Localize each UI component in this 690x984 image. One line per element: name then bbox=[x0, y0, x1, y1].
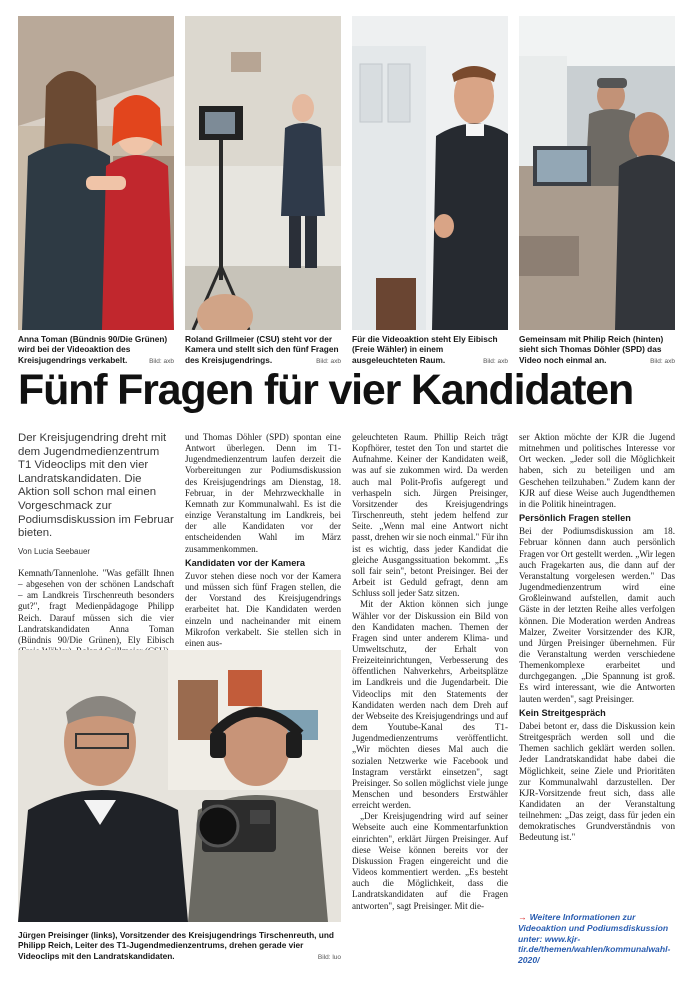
column-3 bbox=[352, 432, 508, 912]
col1-paragraph: Kemnath/Tannenlohe. "Was gefällt Ihnen – abgesehen von der schönen Landschaft – am Landkreis Tirschenreuth besonders gut?", fragt Medienpädagoge Philipp Reich. Darauf müssen sich die vier Landratskandidaten Anna Toman (Bündnis 90/Die Grünen), Ely Eibisch bbox=[18, 568, 174, 645]
col4-paragraph-1: ser Aktion möchte der KJR die Jugend mitnehmen und politisches Interesse vor Ort wecken. „Jeder soll die Möglichkeit haben, sich zu beteiligen und am Geschehen teilzuhaben." Zudem kann der KJR auf diese Weise auch Jugendthemen in die Politik hineintragen. bbox=[519, 432, 675, 509]
byline: Von Lucia Seebauer bbox=[18, 547, 91, 556]
info-link-box[interactable] bbox=[518, 912, 678, 966]
column-4 bbox=[519, 432, 675, 844]
column-2 bbox=[185, 432, 341, 649]
col4-paragraph-3: Dabei betont er, dass die Diskussion kein Streitgespräch werden soll und die Themen sachlich geklärt werden sollen. Jeder Landratskandidat habe dabei die Möglichkeit, seine Ziele und Prioritäten zur Kommunalwahl darzustellen. Der KJR-Vorsitzende freut sich, dass alle Kandidaten an der Veranstaltung teilnehmen: „Das zeigt, dass für jeden ein demokratisches Grundverständnis von Bedeutung ist." bbox=[519, 720, 675, 843]
caption-ely-eibisch: Für die Videoaktion steht Ely Eibisch (Freie Wähler) in einem ausgeleuchteten Raum. Bild: axb bbox=[352, 334, 508, 365]
photo-anna-toman bbox=[18, 16, 174, 330]
arrow-icon: → bbox=[518, 912, 527, 922]
caption-preisinger-reich: Jürgen Preisinger (links), Vorsitzender des Kreisjugendrings Tirschenreuth, und Philipp Reich, Leiter des T1-Jugendmedienzentrums, drehen gerade vier Videoclips mit den Landratskandidaten. Bild: luo bbox=[18, 930, 341, 961]
column-1 bbox=[18, 568, 174, 657]
col2-subheading: Kandidaten vor der Kamera bbox=[185, 557, 305, 568]
caption-thomas-doehler: Gemeinsam mit Philip Reich (hinten) sieht sich Thomas Döhler (SPD) das Video noch einmal an. Bild: axb bbox=[519, 334, 675, 365]
col3-paragraph-1: geleuchteten Raum. Phillip Reich trägt Kopfhörer, testet den Ton und startet die Aufnahme. Keiner der Kandidaten weiß, was auf sie zukommen wird. Da werden auch mal Polit-Profis aufgeregt und verhaspeln sich. Jürgen Preisinger, Vorsitzender des Kreisjugendrings Tirschenreuth, steht jedem helfend zur Seite. „Wenn mal eine Antwort nicht passt, drehen wir sie noch einmal." Für ihn ist es wichtig, dass jeder Kandidat die gleiche Ausgangssituation bekommt. „Es soll fair sein", betont Preisinger. Bei der Arbeit ist Geduld gefragt, denn am Schluss soll jeder Satz sitzen. bbox=[352, 432, 509, 599]
col3-paragraph-2: Mit der Aktion können sich junge Wähler vor der Diskussion ein Bild von den Kandidaten machen. Themen der Fragen sind unter anderem Klima- und Umweltschutz, der Erhalt von Freizeiteinrichtungen, Verbesserung des öffentlichen Nahverkehrs, Arbeitsplätze im Landkreis und die Jugendarbeit. Die Videoclips mit den Statements der Kandidaten werden nach dem Dreh auf der Webseite des Kreisjugendrings und auf dem Youtube-Kanal des T1-Jugendmedienzentrums veröffentlicht. „Wir möchten dieses Mal auch die sozialen Netzwerke wie Facebook und Instagram verstärkt einsetzen", sagt Preisinger. So sollen möglichst viele junge Menschen und besonders Erstwähler erreicht werden. bbox=[352, 599, 508, 811]
col4-paragraph-2: Bei der Podiumsdiskussion am 18. Februar können dann auch persönlich Fragen vor Ort gestellt werden. „Wir legen auch Fragekarten aus, die dann auf der Veranstaltung vorgelesen werden." Das Jugendmedienzentrum wird eine Großleinwand aufstellen, damit auch Gäste in der letzten Reihe alles verfolgen können. Die Moderation werden Andreas Malzer, Zweiter Vorsitzender des KJR, und Jürgen Preisinger übernehmen. Für die Veranstaltung werden verschiedene Themenkomplexe erarbeitet und durchgegangen. „Die Spannung ist groß. Es wird interessant, wie die Antworten lauten werden", sagt Preisinger. bbox=[519, 526, 675, 704]
col3-paragraph-3: „Der Kreisjugendring wird auf seiner Webseite auch eine Kommentarfunktion einrichten", erklärt Jürgen Preisinger. Auf diese Weise können bereits vor der Diskussion Fragen eingereicht und die Videos kommentiert werden. „Es besteht auch die Möglichkeit, dass die Landratskandidaten auf die Fragen antworten", sagt Preisinger. Mit die- bbox=[352, 811, 508, 911]
col4-subheading-2: Kein Streitgespräch bbox=[519, 707, 606, 718]
col4-subheading-1: Persönlich Fragen stellen bbox=[519, 513, 631, 524]
col2-paragraph-1: und Thomas Döhler (SPD) spontan eine Antwort überlegen. Denn im T1-Jugendmedienzentrum laufen derzeit die Vorbereitungen zur Podiumsdiskussion des Kreisjugendrings am Dienstag, 18. Februar, in der Mehrzweckhalle in Kemnath zur Kommunalwahl. Es ist die einzige Veranstaltung im Landkreis, bei der alle Kandidaten vor der entscheidenden Wahl im März zusammenkommen. bbox=[185, 432, 341, 554]
photo-roland-grillmeier bbox=[185, 16, 341, 330]
info-link-text[interactable]: Weitere Informationen zur Videoaktion und Podiumsdiskussion unter: www.kjr-tir.de/themen/wahlen/kommunalwahl-2020/ bbox=[518, 912, 671, 966]
col2-paragraph-2: Zuvor stehen diese noch vor der Kamera und müssen sich fünf Fragen stellen, die der Vorstand des Kreisjugendrings erarbeitet hat. Die Kandidaten werden einzeln und nacheinander mit einem Mikrofon verkabelt. Sie stellen sich in einen aus- bbox=[185, 570, 341, 648]
headline: Fünf Fragen für vier Kandidaten bbox=[18, 366, 634, 414]
caption-roland-grillmeier: Roland Grillmeier (CSU) steht vor der Kamera und stellt sich den fünf Fragen des Kreisjugendrings. Bild: axb bbox=[185, 334, 341, 365]
photo-preisinger-reich bbox=[18, 650, 341, 922]
lead-text: Der Kreisjugendring dreht mit dem Jugendmedienzentrum T1 Videoclips mit den vier Landratskandidaten. Die Aktion soll schon mal einen Vorgeschmack zur Podiumsdiskussion im Februar bieten. bbox=[18, 432, 174, 540]
photo-ely-eibisch bbox=[352, 16, 508, 330]
caption-anna-toman: Anna Toman (Bündnis 90/Die Grünen) wird bei der Videoaktion des Kreisjugendrings verkabelt. Bild: axb bbox=[18, 334, 174, 365]
photo-thomas-doehler bbox=[519, 16, 675, 330]
